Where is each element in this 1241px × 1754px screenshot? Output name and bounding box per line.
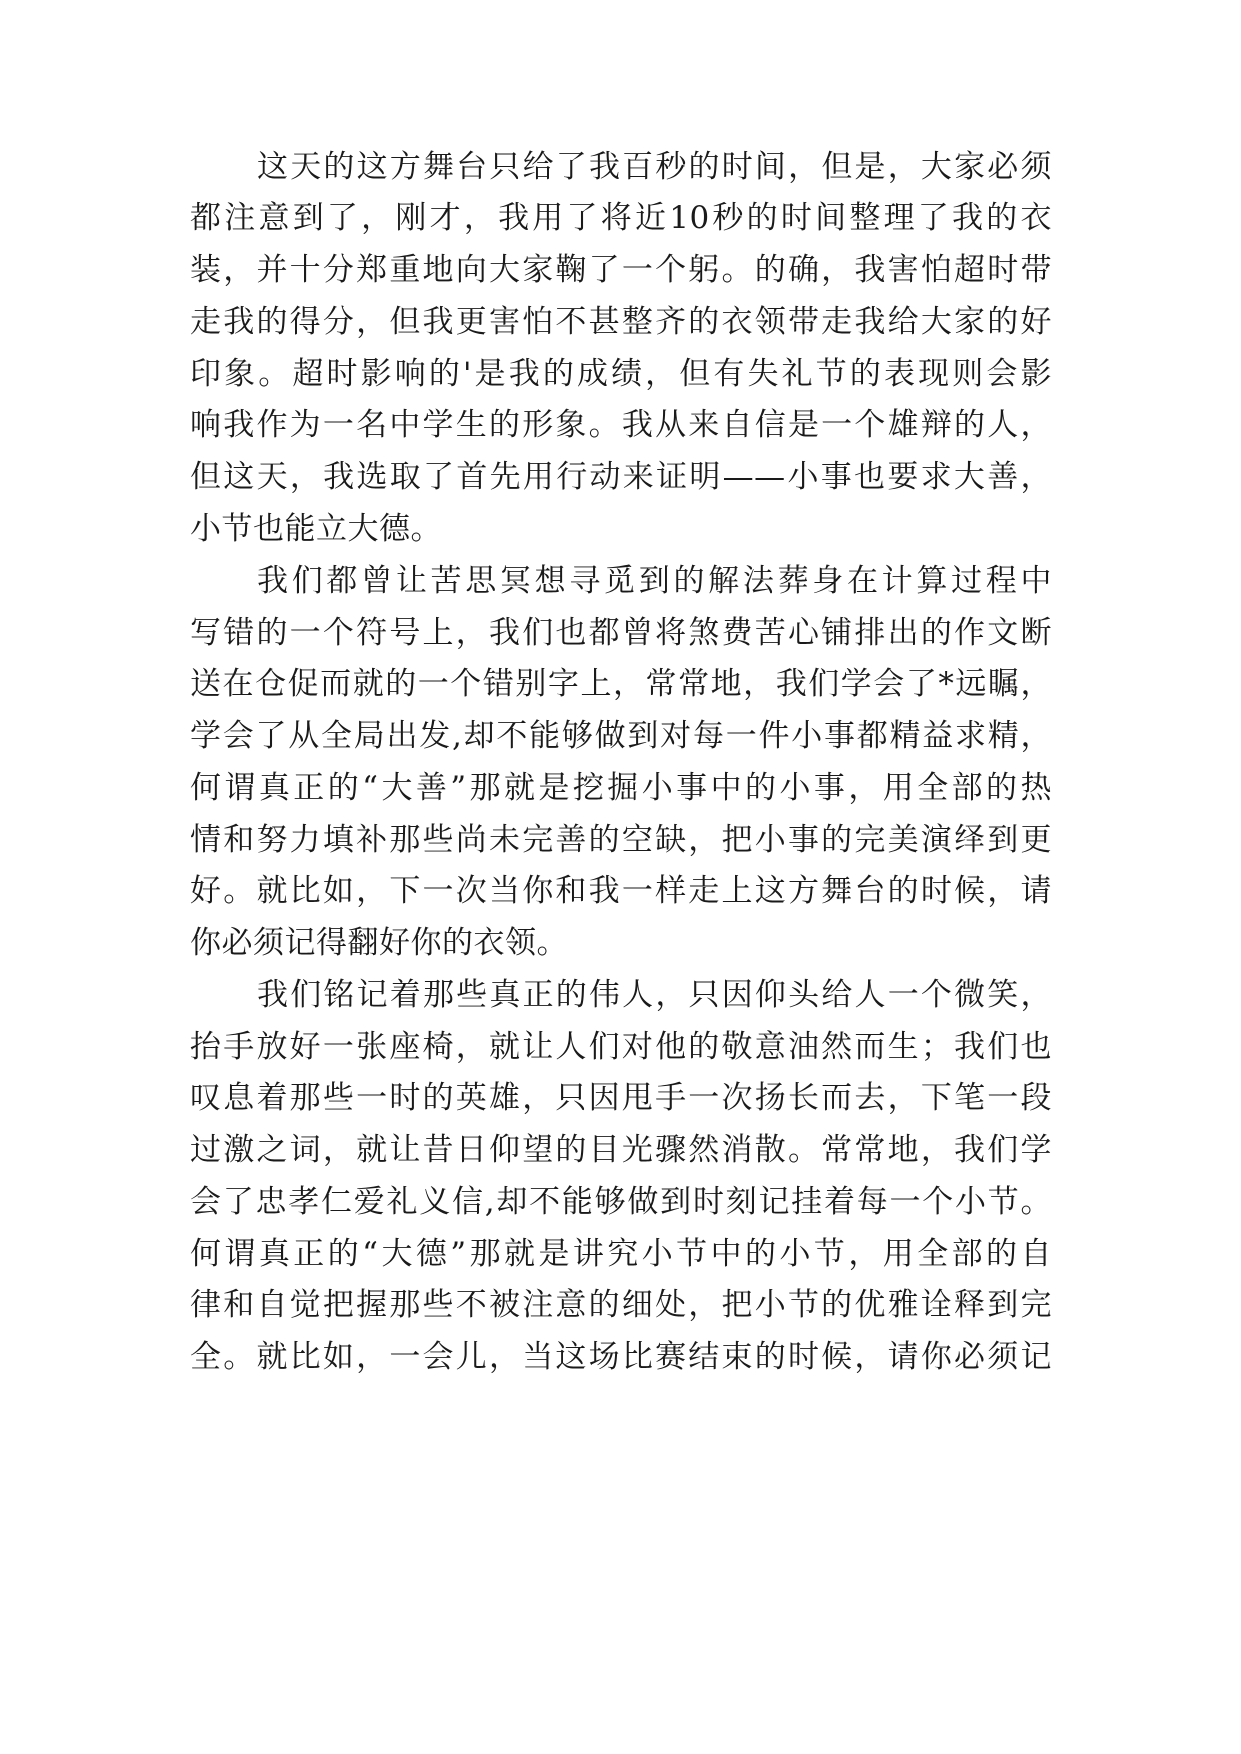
paragraph-3-line-6: 何谓真正的“大德”那就是讲究小节中的小节，用全部的自	[190, 1236, 1052, 1272]
paragraph-3-line-4: 过激之词，就让昔日仰望的目光骤然消散。常常地，我们学	[190, 1132, 1052, 1168]
paragraph-2-line-7: 好。就比如，下一次当你和我一样走上这方舞台的时候，请	[190, 873, 1052, 909]
paragraph-2-line-6: 情和努力填补那些尚未完善的空缺，把小事的完美演绎到更	[190, 822, 1052, 858]
paragraph-2-line-4: 学会了从全局出发,却不能够做到对每一件小事都精益求精，	[190, 718, 1052, 754]
paragraph-1-line-4: 走我的得分，但我更害怕不甚整齐的衣领带走我给大家的好	[190, 304, 1052, 340]
paragraph-3-line-5: 会了忠孝仁爱礼义信,却不能够做到时刻记挂着每一个小节。	[190, 1184, 1052, 1220]
paragraph-1-line-7: 但这天，我选取了首先用行动来证明——小事也要求大善，	[190, 459, 1052, 495]
paragraph-1-line-3: 装，并十分郑重地向大家鞠了一个躬。的确，我害怕超时带	[190, 252, 1052, 288]
paragraph-3-line-8: 全。就比如，一会儿，当这场比赛结束的时候，请你必须记	[190, 1339, 1052, 1375]
paragraph-3-line-1: 我们铭记着那些真正的伟人，只因仰头给人一个微笑，	[257, 977, 1052, 1013]
paragraph-1-line-1: 这天的这方舞台只给了我百秒的时间，但是，大家必须	[257, 149, 1052, 185]
paragraph-1-line-5: 印象。超时影响的'是我的成绩，但有失礼节的表现则会影	[190, 356, 1052, 392]
paragraph-2-line-5: 何谓真正的“大善”那就是挖掘小事中的小事，用全部的热	[190, 770, 1052, 806]
paragraph-2-line-1: 我们都曾让苦思冥想寻觅到的解法葬身在计算过程中	[257, 563, 1052, 599]
paragraph-3-line-3: 叹息着那些一时的英雄，只因甩手一次扬长而去，下笔一段	[190, 1080, 1052, 1116]
paragraph-1-line-8: 小节也能立大德。	[190, 511, 442, 547]
paragraph-1-line-6: 响我作为一名中学生的形象。我从来自信是一个雄辩的人，	[190, 407, 1052, 443]
paragraph-1-line-2: 都注意到了，刚才，我用了将近10秒的时间整理了我的衣	[190, 200, 1052, 236]
paragraph-2-line-2: 写错的一个符号上，我们也都曾将煞费苦心铺排出的作文断	[190, 615, 1052, 651]
paragraph-3-line-2: 抬手放好一张座椅，就让人们对他的敬意油然而生；我们也	[190, 1029, 1052, 1065]
paragraph-3-line-7: 律和自觉把握那些不被注意的细处，把小节的优雅诠释到完	[190, 1287, 1052, 1323]
paragraph-2-line-3: 送在仓促而就的一个错别字上，常常地，我们学会了*远瞩，	[190, 666, 1052, 702]
paragraph-2-line-8: 你必须记得翻好你的衣领。	[190, 925, 568, 961]
